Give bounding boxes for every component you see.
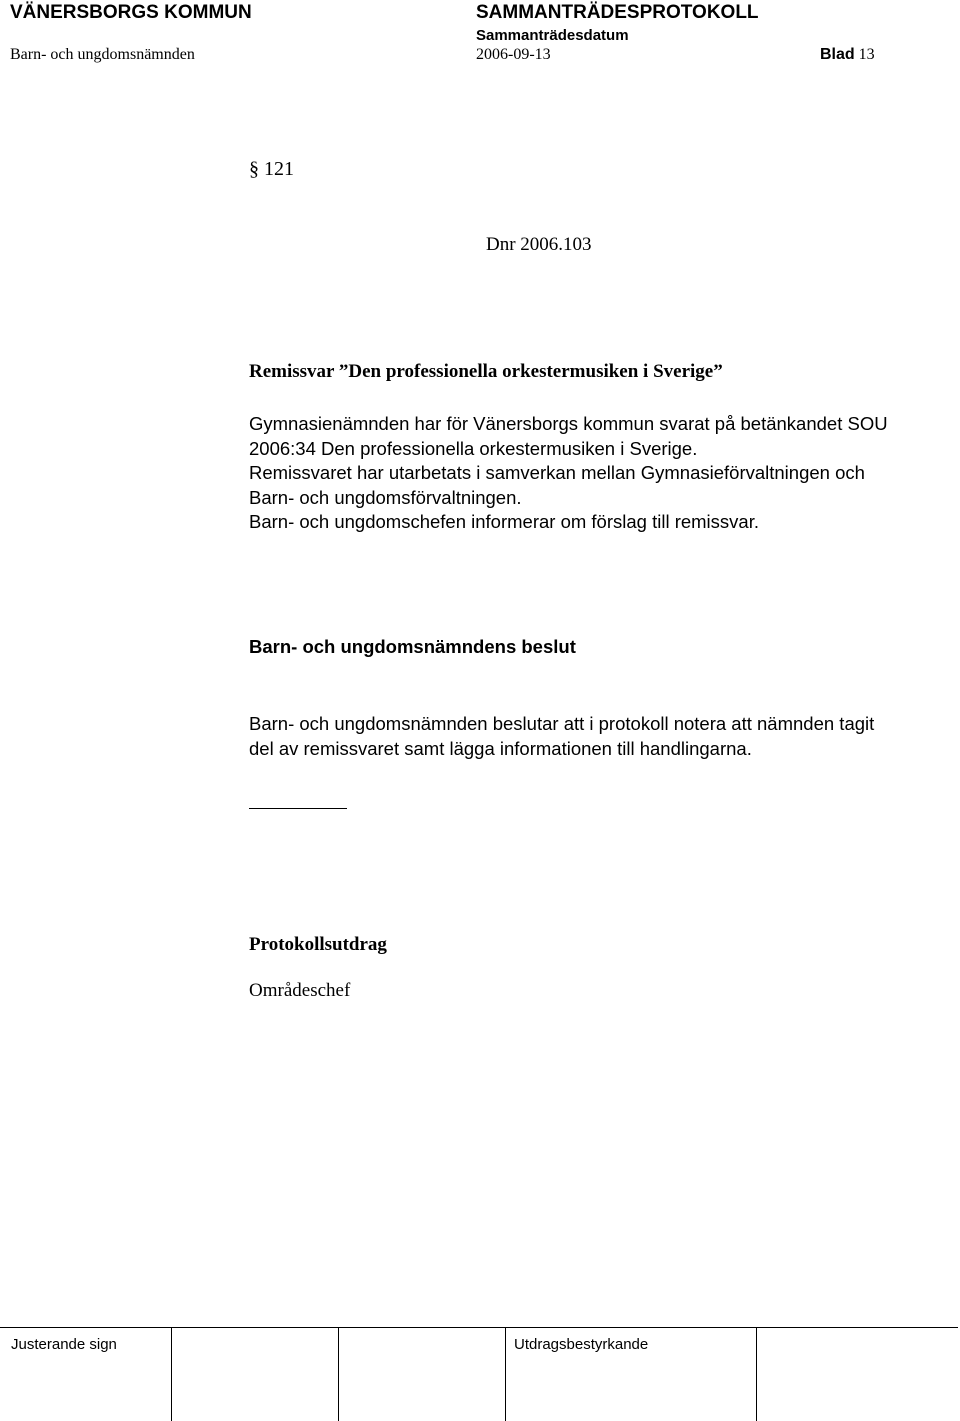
department-name: Barn- och ungdomsnämnden	[10, 46, 195, 63]
organization-name: VÄNERSBORGS KOMMUN	[10, 2, 252, 23]
diary-number: Dnr 2006.103	[486, 234, 592, 255]
decision-line: del av remissvaret samt lägga informationen till handlingarna.	[249, 737, 752, 759]
paragraph-number: § 121	[249, 158, 294, 180]
item-title: Remissvar ”Den professionella orkestermusiken i Sverige”	[249, 361, 723, 382]
footer-divider	[505, 1327, 506, 1421]
decision-heading: Barn- och ungdomsnämndens beslut	[249, 636, 576, 657]
date-label: Sammanträdesdatum	[476, 27, 629, 44]
certification-label: Utdragsbestyrkande	[514, 1336, 649, 1353]
document-type: SAMMANTRÄDESPROTOKOLL	[476, 2, 759, 23]
item-body	[249, 412, 888, 535]
footer-border	[0, 1327, 958, 1328]
body-line: Remissvaret har utarbetats i samverkan mellan Gymnasieförvaltningen och	[249, 462, 865, 483]
extract-heading: Protokollsutdrag	[249, 934, 387, 955]
footer-divider	[171, 1327, 172, 1421]
footer-divider	[756, 1327, 757, 1421]
body-line: Barn- och ungdomschefen informerar om förslag till remissvar.	[249, 511, 759, 532]
page-indicator	[820, 46, 875, 64]
footer-divider	[338, 1327, 339, 1421]
body-line: 2006:34 Den professionella orkestermusiken i Sverige.	[249, 437, 698, 459]
decision-line: Barn- och ungdomsnämnden beslutar att i protokoll notera att nämnden tagit	[249, 713, 875, 734]
body-line: Gymnasienämnden har för Vänersborgs kommun svarat på betänkandet SOU	[249, 413, 888, 434]
decision-body	[249, 712, 874, 761]
meeting-date: 2006-09-13	[476, 46, 551, 63]
page-label: Blad	[820, 46, 855, 63]
body-line: Barn- och ungdomsförvaltningen.	[249, 486, 522, 508]
section-divider	[249, 808, 347, 809]
page-number: 13	[858, 46, 875, 63]
extract-recipient: Områdeschef	[249, 980, 351, 1001]
signature-label: Justerande sign	[11, 1336, 117, 1353]
